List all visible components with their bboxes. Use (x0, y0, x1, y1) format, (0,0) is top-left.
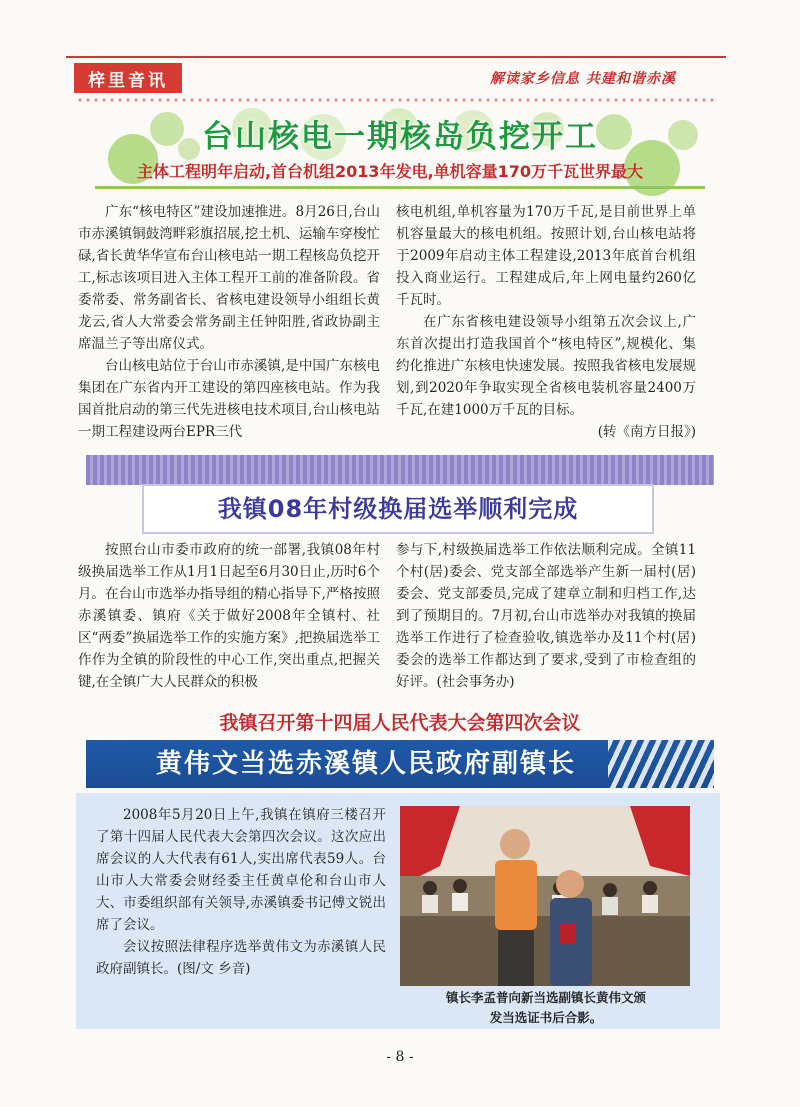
article2-paragraph: 参与下,村级换届选举工作依法顺利完成。全镇11个村(居)委会、党支部全部选举产生新一届村(居)委会、党支部委员,完成了建章立制和归档工作,达到了预期目的。7月初,台山市选举办对我镇的换届选举工作进行了检查验收,镇选举办及11个村(居)委会的选举工作都达到了要求,受到了市检查组的好评。(社会事务办) (396, 542, 696, 690)
article1-right-column (396, 201, 696, 443)
article1-source: (转《南方日报》) (597, 424, 696, 440)
article1-left-column (78, 201, 380, 443)
article1-paragraph: 核电机组,单机容量为170万千瓦,是目前世界上单机容量最大的核电机组。按照计划,台山核电站将于2009年启动主体工程建设,2013年底首台机组投入商业运行。工程建成后,年上网电量约260亿千瓦时。 (396, 204, 696, 308)
article2-right-column (396, 539, 696, 693)
article3-text-column (96, 804, 386, 980)
article1-title: 台山核电一期核岛负挖开工 (202, 119, 598, 155)
article1-paragraph: 台山核电站位于台山市赤溪镇,是中国广东核电集团在广东省内开工建设的第四座核电站。作为我国首批启动的第三代先进核电技术项目,台山核电站一期工程建设两台EPR三代 (78, 358, 380, 440)
article2-title: 我镇08年村级换届选举顺利完成 (217, 495, 579, 523)
article2-paragraph: 按照台山市委市政府的统一部署,我镇08年村级换届选举工作从1月1日起至6月30日止,历时6个月。在台山市选举办指导组的精心指导下,严格按照赤溪镇委、镇府《关于做好2008年全镇村、社区“两委”换届选举工作的实施方案》,把换届选举工作作为全镇的阶段性的中心工作,突出重点,把握关键,在全镇广大人民群众的积极 (78, 542, 380, 690)
section-tag: 梓里音讯 (74, 63, 182, 93)
photo-caption-line: 镇长李孟普向新当选副镇长黄伟文颁 (445, 990, 646, 1005)
article1-paragraph: 在广东省核电建设领导小组第五次会议上,广东首次提出打造我国首个“核电特区”,规模化、集约化推进广东核电快速发展。按照我省核电发展规划,到2020年争取实现全省核电装机容量2400万千瓦,在建1000万千瓦的目标。 (396, 314, 696, 418)
page-number: - 8 - (386, 1049, 414, 1065)
article2-left-column (78, 539, 380, 693)
photo-caption-line: 发当选证书后合影。 (489, 1010, 603, 1025)
award-photo (400, 806, 690, 986)
article3-paragraph: 2008年5月20日上午,我镇在镇府三楼召开了第十四届人民代表大会第四次会议。这次应出席会议的人大代表有61人,实出席代表59人。台山市人大常委会财经委主任黄卓伦和台山市人大、市委组织部有关领导,赤溪镇委书记傅文锐出席了会议。 (96, 807, 386, 933)
article1-rule (95, 186, 705, 189)
article2-banner-band (86, 455, 714, 485)
article3-subtitle: 我镇召开第十四届人民代表大会第四次会议 (219, 712, 581, 734)
article1-subtitle: 主体工程明年启动,首台机组2013年发电,单机容量170万千瓦世界最大 (136, 162, 644, 181)
article3-paragraph: 会议按照法律程序选举黄伟文为赤溪镇人民政府副镇长。(图/文 乡音) (96, 939, 386, 977)
article3-title: 黄伟文当选赤溪镇人民政府副镇长 (155, 749, 576, 779)
photo-caption (398, 988, 694, 1028)
article1-paragraph: 广东“核电特区”建设加速推进。8月26日,台山市赤溪镇铜鼓湾畔彩旗招展,挖土机、运输车穿梭忙碌,省长黄华华宣布台山核电站一期工程核岛负挖开工,标志该项目进入主体工程开工前的准备阶段。省委常委、常务副省长、省核电建设领导小组组长黄龙云,省人大常委会常务副主任钟阳胜,省政协副主席温兰子等出席仪式。 (78, 204, 380, 352)
header-slogan: 解读家乡信息 共建和谐赤溪 (490, 71, 676, 87)
